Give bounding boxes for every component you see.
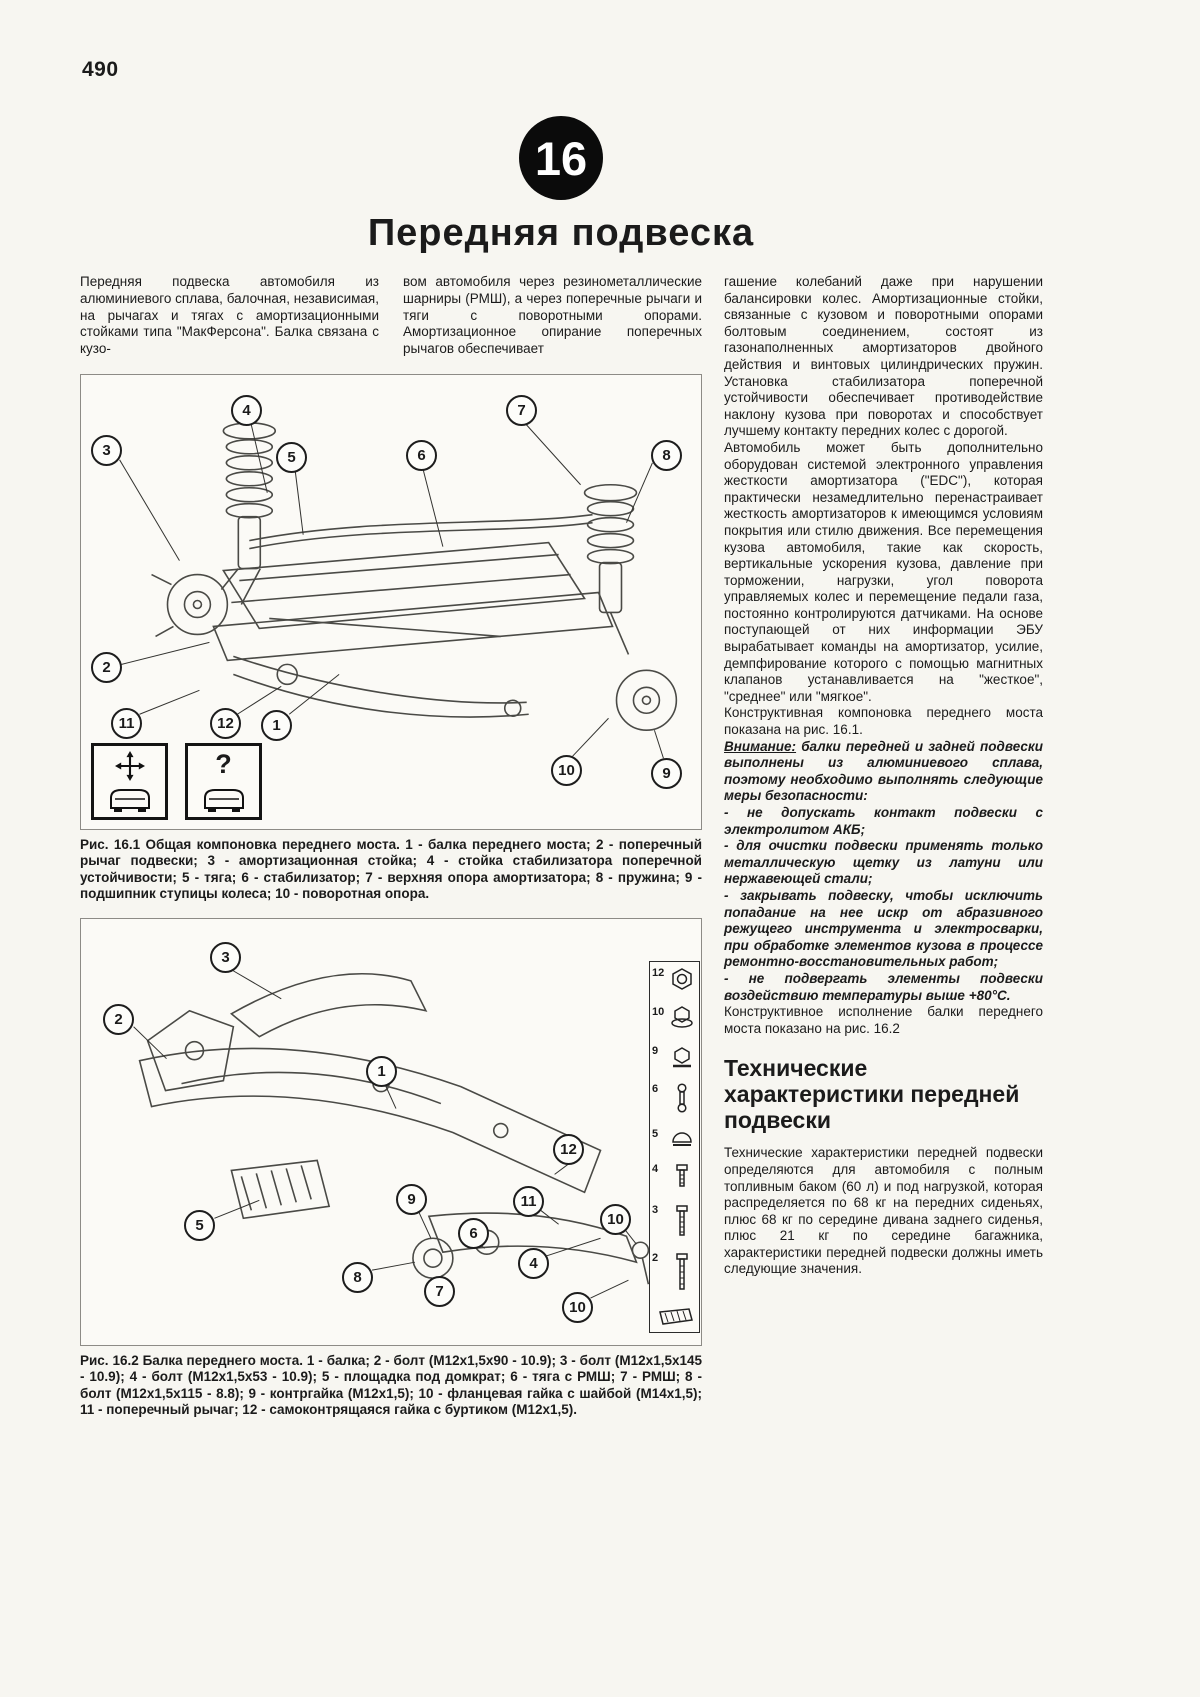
fig1-callout-9: 9	[651, 758, 682, 789]
fig1-callout-1: 1	[261, 710, 292, 741]
legend-row-3	[652, 1204, 697, 1238]
fig2-callout-6: 6	[458, 1218, 489, 1249]
intro-col2: вом автомобиля через резинометаллические шарниры (РМШ), а через поперечные рычаги и тяги с поворотными опорами. Амортизационное опирание поперечных рычагов обеспечивает	[403, 274, 702, 357]
body-paragraph: гашение колебаний даже при нарушении балансировки колес. Амортизационные стойки, связанные с кузовом и поворотными опорами болтовым соединением, состоят из газонаполненных амортизаторов двойного действия и винтовых цилиндрических пружин. Установка стабилизатора поперечной устойчивости обеспечивает противодействие наклону кузова при поворотах и способствует лучшему контакту передних колес с дорогой.	[724, 274, 1043, 439]
fig1-callout-4: 4	[231, 395, 262, 426]
front-suspension-diagram	[81, 375, 701, 829]
figure-16-1-caption: Рис. 16.1 Общая компоновка переднего моста. 1 - балка переднего моста; 2 - поперечный рычаг подвески; 3 - амортизационная стойка; 4 - стойка стабилизатора поперечной устойчивости; 5 - тяга; 6 - стабилизатор; 7 - верхняя опора амортизатора; 8 - пружина; 9 - подшипник ступицы колеса; 10 - поворотная опора.	[80, 836, 702, 901]
legend-row-10	[652, 1006, 697, 1030]
bolt-icon	[670, 1204, 694, 1238]
fig2-callout-12: 12	[553, 1134, 584, 1165]
fig2-callout-7: 7	[424, 1276, 455, 1307]
figure-16-2-caption: Рис. 16.2 Балка переднего моста. 1 - балка; 2 - болт (М12х1,5х90 - 10.9); 3 - болт (М12х1,5х145 - 10.9); 4 - болт (М12х1,5х53 - 10.9); 5 - площадка под домкрат; 6 - тяга с РМШ; 7 - РМШ; 8 - болт (М12х1,5х115 - 8.8); 9 - контргайка (М12х1,5); 10 - фланцевая гайка с шайбой (М14х1,5); 11 - поперечный рычаг; 12 - самоконтрящаяся гайка с буртиком (М12х1,5).	[80, 1353, 702, 1418]
flange-nut-icon	[670, 1006, 694, 1030]
intro-col1: Передняя подвеска автомобиля из алюминиевого сплава, балочная, независимая, на рычагах и тягах с амортизационными стойками типа "МакФерсона". Балка связана с кузо-	[80, 274, 379, 357]
legend-row-9	[652, 1045, 697, 1069]
car-icon	[108, 785, 152, 813]
fig1-callout-2: 2	[91, 652, 122, 683]
legend-label: 2	[652, 1252, 659, 1265]
fig2-callout-5: 5	[184, 1210, 215, 1241]
legend-label: 4	[652, 1162, 659, 1175]
fig1-callout-7: 7	[506, 395, 537, 426]
warning-intro: балки передней и задней подвески выполнены из алюминиевого сплава, поэтому необходимо выполнять следующие меры безопасности:	[724, 738, 1043, 804]
front-axle-beam-diagram	[81, 919, 701, 1345]
legend-label: 10	[652, 1005, 665, 1018]
jack-pad-icon	[652, 1307, 697, 1327]
body-paragraph: Технические характеристики передней подвески определяются для автомобиля с полным топливным баком (60 л) и под нагрузкой, которая распределяется по 68 кг на передних сиденьях, плюс 68 кг по середине дивана заднего сиденья, плюс 21 кг по середине багажника, характеристики передней подвески должны иметь следующие значения.	[724, 1145, 1043, 1277]
fig1-callout-3: 3	[91, 435, 122, 466]
fig1-callout-10: 10	[551, 755, 582, 786]
legend-row-5	[652, 1128, 697, 1148]
car-icon	[202, 785, 246, 813]
fig2-callout-8: 8	[342, 1262, 373, 1293]
intro-text	[80, 274, 702, 358]
legend-label: 9	[652, 1044, 659, 1057]
fig1-callout-12: 12	[210, 708, 241, 739]
section-heading: Технические характеристики передней подвески	[724, 1055, 1020, 1134]
fig1-callout-6: 6	[406, 440, 437, 471]
fig2-callout-4: 4	[518, 1248, 549, 1279]
page-title: Передняя подвеска	[367, 212, 755, 254]
fig1-callout-11: 11	[111, 708, 142, 739]
locknut-icon	[670, 1045, 694, 1069]
fig2-callout-9: 9	[396, 1184, 427, 1215]
right-column	[724, 274, 1043, 1278]
fig2-callout-10b: 10	[562, 1292, 593, 1323]
legend-label: 3	[652, 1203, 659, 1216]
car-question-pictogram	[185, 743, 262, 820]
fig1-callout-8: 8	[651, 440, 682, 471]
warning-item: - закрывать подвеску, чтобы исключить попадание на нее искр от абразивного режущего инструмента и электросварки, при обработке элементов кузова в процессе ремонтно-восстановительных работ;	[724, 887, 1043, 970]
bolt-icon	[670, 1252, 694, 1292]
page-number: 490	[82, 58, 119, 81]
legend-label: 5	[652, 1128, 659, 1141]
link-rod-icon	[670, 1083, 694, 1113]
left-column-area	[80, 274, 702, 1418]
fig2-callout-1: 1	[366, 1056, 397, 1087]
fig2-callout-10a: 10	[600, 1204, 631, 1235]
fig1-callout-5: 5	[276, 442, 307, 473]
car-movement-pictogram	[91, 743, 168, 820]
legend-label: 12	[652, 967, 665, 980]
bolt-icon	[670, 1163, 694, 1189]
warning-item: - не допускать контакт подвески с электролитом АКБ;	[724, 805, 1043, 837]
warning-paragraph	[724, 739, 1043, 805]
legend-row-4	[652, 1163, 697, 1189]
warning-label: Внимание:	[724, 738, 797, 754]
question-mark: ?	[215, 748, 232, 779]
four-way-arrow-icon	[115, 751, 145, 781]
chapter-number-badge: 16	[519, 116, 603, 200]
legend-row-6	[652, 1083, 697, 1113]
figure-16-1	[80, 374, 702, 830]
warning-item: - для очистки подвески применять только металлическую щетку из латуни или нержавеющей стали;	[724, 838, 1043, 887]
legend-row-12	[652, 967, 697, 991]
nut-icon	[670, 967, 694, 991]
fig2-callout-11: 11	[513, 1186, 544, 1217]
body-paragraph: Конструктивное исполнение балки переднего моста показано на рис. 16.2	[724, 1004, 1043, 1036]
body-paragraph: Автомобиль может быть дополнительно оборудован системой электронного управления жесткости амортизатора ("EDC"), которая практически незамедлительно перенастраивает жесткость амортизаторов к имеющимся условиям покрытия или стилю движения. Все перемещения кузова автомобиля, такие как скорость, вертикальные ускорения кузова, давление при торможении, нагрузки, угол поворота управляемых колес и перемещение педали газа, постоянно контролируются датчиками. На основе поступающей от них информации ЭБУ вырабатывает команды на амортизатор, усилие, демпфирование которого с помощью магнитных клапанов устанавливается на "жесткое", "среднее" или "мягкое".	[724, 439, 1043, 704]
chapter-badge-wrap	[80, 116, 1042, 200]
leader-lines	[120, 423, 664, 758]
body-paragraph: Конструктивная компоновка переднего моста показана на рис. 16.1.	[724, 705, 1043, 738]
fastener-legend	[649, 961, 700, 1333]
figure-16-2	[80, 918, 702, 1346]
fig2-callout-2: 2	[103, 1004, 134, 1035]
fig2-callout-3: 3	[210, 942, 241, 973]
legend-label: 6	[652, 1083, 659, 1096]
legend-row-2	[652, 1252, 697, 1292]
warning-item: - не подвергать элементы подвески воздействию температуры выше +80°С.	[724, 970, 1043, 1003]
dome-icon	[670, 1128, 694, 1148]
